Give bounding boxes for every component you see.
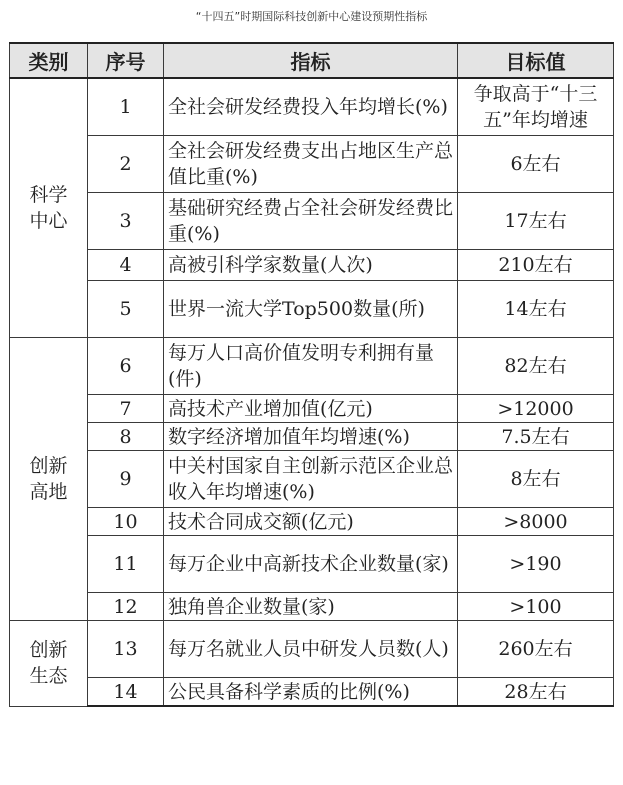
- seq-cell: 12: [88, 593, 164, 621]
- target-cell: 260左右: [458, 621, 614, 678]
- table-row: [10, 250, 614, 281]
- header-seq: 序号: [88, 43, 164, 78]
- indicator-cell: 技术合同成交额(亿元): [164, 508, 458, 536]
- table-header-row: [10, 43, 614, 78]
- category-cell: [10, 621, 88, 707]
- target-cell: >8000: [458, 508, 614, 536]
- target-cell: 14左右: [458, 281, 614, 338]
- seq-cell: 9: [88, 451, 164, 508]
- category-cell: [10, 78, 88, 338]
- seq-cell: 11: [88, 536, 164, 593]
- target-cell: >190: [458, 536, 614, 593]
- table-row: [10, 451, 614, 508]
- table-row: [10, 678, 614, 707]
- header-indicator: 指标: [164, 43, 458, 78]
- indicator-cell: 中关村国家自主创新示范区企业总收入年均增速(%): [164, 451, 458, 508]
- table-row: [10, 621, 614, 678]
- target-cell: 6左右: [458, 136, 614, 193]
- indicator-cell: 独角兽企业数量(家): [164, 593, 458, 621]
- indicator-cell: 数字经济增加值年均增速(%): [164, 423, 458, 451]
- target-cell: 28左右: [458, 678, 614, 707]
- seq-cell: 13: [88, 621, 164, 678]
- target-cell: >12000: [458, 395, 614, 423]
- category-line: 高地: [29, 481, 68, 503]
- seq-cell: 7: [88, 395, 164, 423]
- seq-cell: 8: [88, 423, 164, 451]
- indicator-cell: 公民具备科学素质的比例(%): [164, 678, 458, 707]
- seq-cell: 5: [88, 281, 164, 338]
- table-row: [10, 593, 614, 621]
- table-row: [10, 395, 614, 423]
- indicator-cell: 基础研究经费占全社会研发经费比重(%): [164, 193, 458, 250]
- seq-cell: 6: [88, 338, 164, 395]
- category-cell: [10, 338, 88, 621]
- target-cell: 7.5左右: [458, 423, 614, 451]
- target-cell: 8左右: [458, 451, 614, 508]
- category-line: 生态: [29, 665, 68, 688]
- page-title: “十四五”时期国际科技创新中心建设预期性指标: [195, 10, 428, 23]
- table-row: [10, 78, 614, 136]
- target-cell: 17左右: [458, 193, 614, 250]
- table-row: [10, 508, 614, 536]
- table-row: [10, 423, 614, 451]
- category-line: 创新: [29, 639, 68, 662]
- indicator-cell: 世界一流大学Top500数量(所): [164, 281, 458, 338]
- category-line: 创新: [29, 455, 68, 477]
- seq-cell: 4: [88, 250, 164, 281]
- seq-cell: 14: [88, 678, 164, 707]
- indicator-cell: 每万企业中高新技术企业数量(家): [164, 536, 458, 593]
- seq-cell: 10: [88, 508, 164, 536]
- indicators-table: [9, 42, 614, 707]
- header-category: 类别: [10, 43, 88, 78]
- target-cell: 82左右: [458, 338, 614, 395]
- seq-cell: 1: [88, 78, 164, 136]
- indicator-cell: 每万名就业人员中研发人员数(人): [164, 621, 458, 678]
- target-cell: 争取高于“十三五”年均增速: [458, 78, 614, 136]
- header-target: 目标值: [458, 43, 614, 78]
- indicator-cell: 每万人口高价值发明专利拥有量(件): [164, 338, 458, 395]
- table-row: [10, 193, 614, 250]
- seq-cell: 3: [88, 193, 164, 250]
- table-row: [10, 338, 614, 395]
- table-row: [10, 536, 614, 593]
- target-cell: >100: [458, 593, 614, 621]
- indicator-cell: 高技术产业增加值(亿元): [164, 395, 458, 423]
- indicator-cell: 全社会研发经费投入年均增长(%): [164, 78, 458, 136]
- indicator-cell: 高被引科学家数量(人次): [164, 250, 458, 281]
- category-line: 科学: [29, 184, 68, 206]
- seq-cell: 2: [88, 136, 164, 193]
- category-line: 中心: [29, 210, 68, 232]
- target-cell: 210左右: [458, 250, 614, 281]
- table-row: [10, 136, 614, 193]
- table-row: [10, 281, 614, 338]
- indicator-cell: 全社会研发经费支出占地区生产总值比重(%): [164, 136, 458, 193]
